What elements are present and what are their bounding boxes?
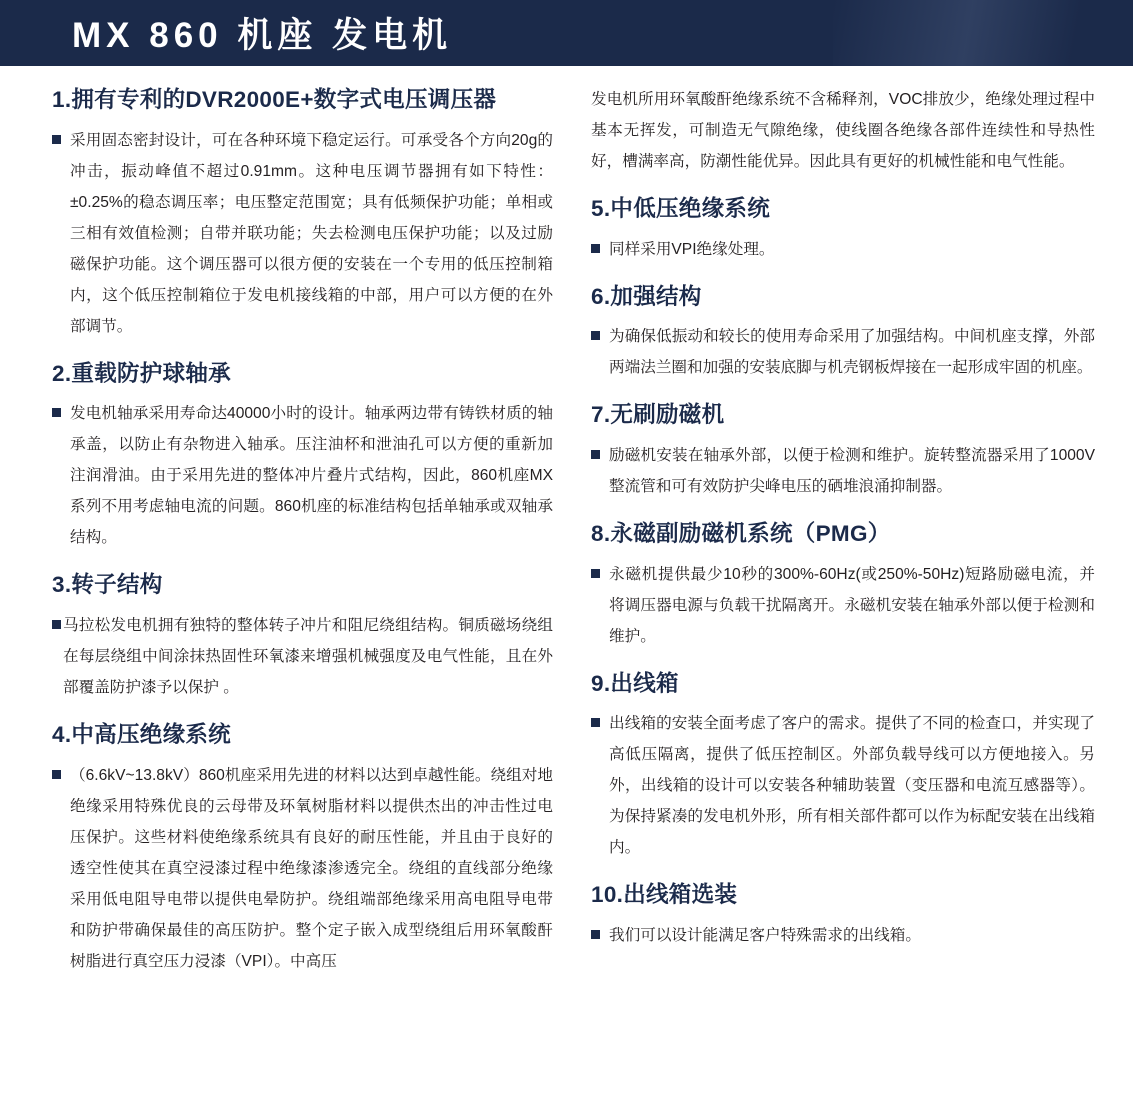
section-body-text-8: 永磁机提供最少10秒的300%-60Hz(或250%-50Hz)短路励磁电流，并将调压器电源与负载干扰隔离开。永磁机安装在轴承外部以便于检测和维护。 <box>609 565 1095 645</box>
bullet-square-icon <box>52 135 61 144</box>
section-body-5 <box>591 234 1095 265</box>
section-body-text-continuation: 发电机所用环氧酸酐绝缘系统不含稀释剂，VOC排放少，绝缘处理过程中基本无挥发，可制造无气隙绝缘，使线圈各绝缘各部件连续性和导热性好，槽满率高，防潮性能优异。因此具有更好的机械性能和电气性能。 <box>591 91 1095 170</box>
section-heading-6: 6.加强结构 <box>591 283 702 309</box>
section-heading-1: 1.拥有专利的DVR2000E+数字式电压调压器 <box>52 87 497 112</box>
section-body-text-4: （6.6kV~13.8kV）860机座采用先进的材料以达到卓越性能。绕组对地绝缘采用特殊优良的云母带及环氧树脂材料以提供杰出的冲击性过电压保护。这些材料使绝缘系统具有良好的耐压性能，并且由于良好的透空性使其在真空浸漆过程中绝缘漆渗透完全。绕组的直线部分绝缘采用低电阻导电带以提供电晕防护。绕组端部绝缘采用高电阻导电带和防护带确保最佳的高压防护。整个定子嵌入成型绕组后用环氧酸酐树脂进行真空压力浸漆（VPI）。中高压 <box>70 766 554 970</box>
section-body-1 <box>52 125 553 342</box>
section-heading-9: 9.出线箱 <box>591 670 679 696</box>
bullet-square-icon <box>591 244 600 253</box>
right-column <box>567 84 1111 983</box>
section-body-text-10: 我们可以设计能满足客户特殊需求的出线箱。 <box>609 926 921 944</box>
section-body-8 <box>591 559 1095 652</box>
section-body-9 <box>591 708 1095 863</box>
section-body-6 <box>591 321 1095 383</box>
bullet-square-icon <box>591 331 600 340</box>
bullet-square-icon <box>52 620 61 629</box>
section-heading-3: 3.转子结构 <box>52 572 163 598</box>
bullet-square-icon <box>591 718 600 727</box>
section-body-2 <box>52 398 553 553</box>
content-columns <box>0 66 1133 983</box>
section-body-4 <box>52 760 553 977</box>
section-heading-5: 5.中低压绝缘系统 <box>591 196 770 221</box>
bullet-square-icon <box>52 408 61 417</box>
bullet-square-icon <box>591 930 600 939</box>
bullet-square-icon <box>591 450 600 459</box>
page-title: MX 860 机座 发电机 <box>72 16 453 55</box>
section-body-text-7: 励磁机安装在轴承外部，以便于检测和维护。旋转整流器采用了1000V整流管和可有效防护尖峰电压的硒堆浪涌抑制器。 <box>609 446 1095 495</box>
section-heading-4: 4.中高压绝缘系统 <box>52 721 231 747</box>
left-column <box>22 84 567 983</box>
section-body-continuation <box>591 84 1095 177</box>
section-body-10 <box>591 920 1095 951</box>
section-body-text-6: 为确保低振动和较长的使用寿命采用了加强结构。中间机座支撑，外部两端法兰圈和加强的安装底脚与机壳钢板焊接在一起形成牢固的机座。 <box>609 328 1095 377</box>
section-body-text-5: 同样采用VPI绝缘处理。 <box>609 240 775 258</box>
section-heading-8: 8.永磁副励磁机系统（PMG） <box>591 520 891 546</box>
section-heading-7: 7.无刷励磁机 <box>591 402 725 428</box>
bullet-square-icon <box>52 770 61 779</box>
section-body-text-9: 出线箱的安装全面考虑了客户的需求。提供了不同的检查口，并实现了高低压隔离，提供了低压控制区。外部负载导线可以方便地接入。另外，出线箱的设计可以安装各种辅助装置（变压器和电流互感器等）。为保持紧凑的发电机外形，所有相关部件都可以作为标配安装在出线箱内。 <box>609 715 1095 857</box>
page-banner <box>0 0 1133 66</box>
section-body-7 <box>591 440 1095 502</box>
section-body-text-2: 发电机轴承采用寿命达40000小时的设计。轴承两边带有铸铁材质的轴承盖，以防止有杂物进入轴承。压注油杯和泄油孔可以方便的重新加注润滑油。由于采用先进的整体冲片叠片式结构，因此，860机座MX系列不用考虑轴电流的问题。860机座的标准结构包括单轴承或双轴承结构。 <box>70 405 554 547</box>
section-body-3 <box>52 610 553 703</box>
section-body-text-1: 采用固态密封设计，可在各种环境下稳定运行。可承受各个方向20g的冲击，振动峰值不超过0.91mm。这种电压调节器拥有如下特性：±0.25%的稳态调压率；电压整定范围宽；具有低频保护功能；单相或三相有效值检测；自带并联功能；失去检测电压保护功能；以及过励磁保护功能。这个调压器可以很方便的安装在一个专用的低压控制箱内，这个低压控制箱位于发电机接线箱的中部，用户可以方便的在外部调节。 <box>70 131 554 335</box>
section-heading-10: 10.出线箱选装 <box>591 882 738 908</box>
bullet-square-icon <box>591 569 600 578</box>
section-heading-2: 2.重载防护球轴承 <box>52 360 231 386</box>
section-body-text-3: 马拉松发电机拥有独特的整体转子冲片和阻尼绕组结构。铜质磁场绕组在每层绕组中间涂抹热固性环氧漆来增强机械强度及电气性能，且在外部覆盖防护漆予以保护 。 <box>63 616 554 696</box>
